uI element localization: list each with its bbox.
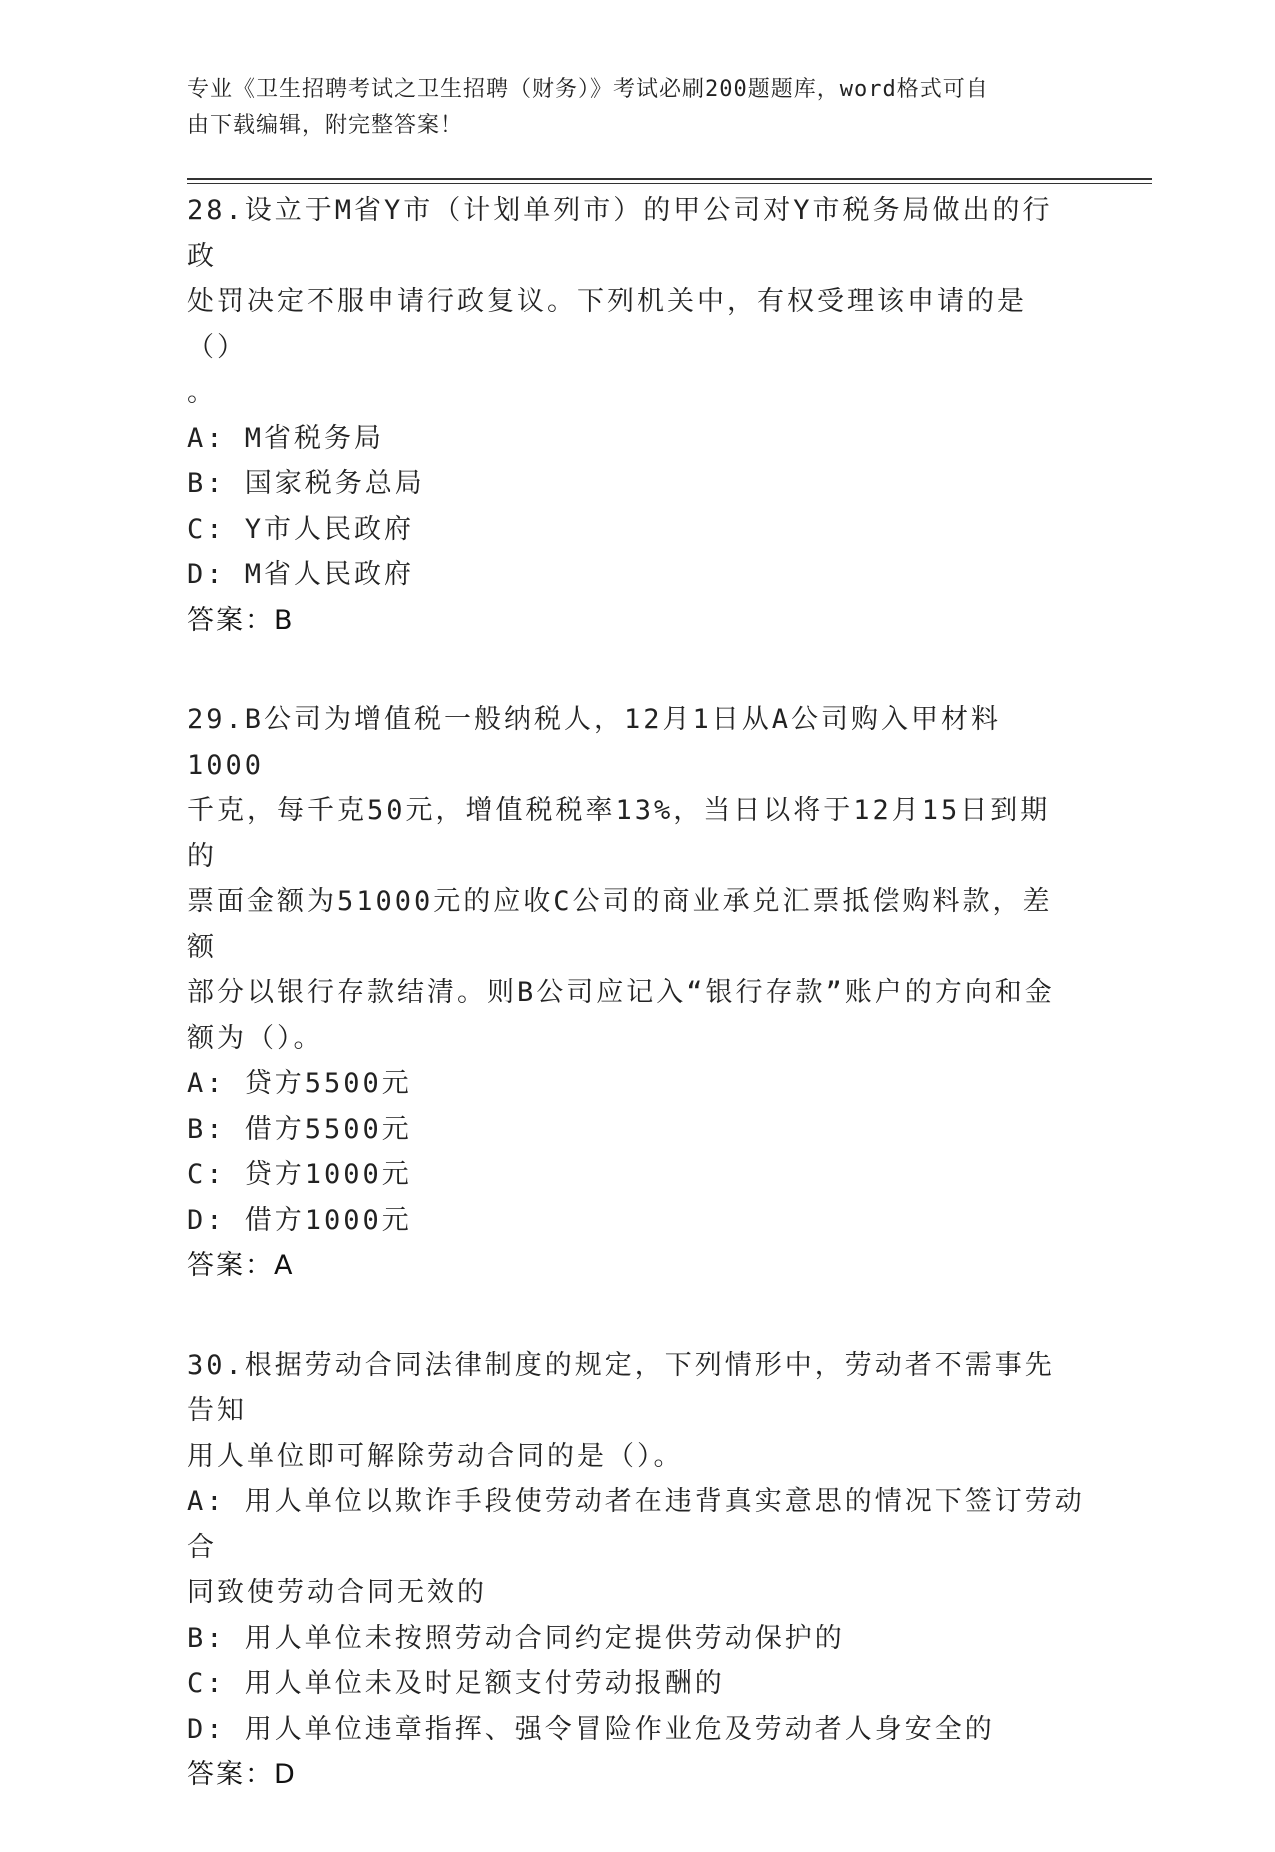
option-d: D: 用人单位违章指挥、强令冒险作业危及劳动者人身安全的 bbox=[187, 1713, 995, 1745]
option-a: A: M省税务局 bbox=[187, 422, 385, 454]
option-c: C: 贷方1000元 bbox=[187, 1159, 412, 1190]
question-stem-line: 29.B公司为增值税一般纳税人，12月1日从A公司购入甲材料1000 bbox=[187, 704, 1002, 781]
question-stem-line: 30.根据劳动合同法律制度的规定，下列情形中，劳动者不需事先告知 bbox=[187, 1349, 1055, 1426]
question-stem-line: 票面金额为51000元的应收C公司的商业承兑汇票抵偿购料款，差额 bbox=[187, 886, 1053, 963]
option-a-continued: 同致使劳动合同无效的 bbox=[187, 1577, 487, 1608]
question-stem-line: 用人单位即可解除劳动合同的是（）。 bbox=[187, 1440, 684, 1472]
question-stem-line: 。 bbox=[187, 377, 217, 408]
option-d: D: M省人民政府 bbox=[187, 559, 415, 590]
option-a: A: 贷方5500元 bbox=[187, 1068, 412, 1099]
question-stem-line: 处罚决定不服申请行政复议。下列机关中，有权受理该申请的是（） bbox=[187, 286, 1027, 363]
option-c: C: 用人单位未及时足额支付劳动报酬的 bbox=[187, 1668, 725, 1699]
answer-label: 答案：B bbox=[187, 604, 295, 636]
header-line-2: 由下载编辑，附完整答案！ bbox=[187, 113, 464, 138]
question-stem-line: 千克，每千克50元，增值税税率13%，当日以将于12月15日到期的 bbox=[187, 795, 1051, 872]
option-b: B: 用人单位未按照劳动合同约定提供劳动保护的 bbox=[187, 1622, 845, 1654]
option-b: B: 国家税务总局 bbox=[187, 468, 425, 499]
question-stem-line: 28.设立于M省Y市（计划单列市）的甲公司对Y市税务局做出的行政 bbox=[187, 195, 1053, 272]
option-b: B: 借方5500元 bbox=[187, 1113, 412, 1145]
answer-label: 答案：D bbox=[187, 1759, 297, 1790]
question-stem-line: 部分以银行存款结清。则B公司应记入“银行存款”账户的方向和金 bbox=[187, 977, 1055, 1008]
answer-label: 答案：A bbox=[187, 1250, 295, 1281]
option-d: D: 借方1000元 bbox=[187, 1204, 412, 1236]
header-line-1: 专业《卫生招聘考试之卫生招聘（财务）》考试必刷200题题库，word格式可自 bbox=[187, 77, 989, 102]
question-stem-line: 额为（）。 bbox=[187, 1022, 324, 1054]
option-a: A: 用人单位以欺诈手段使劳动者在违背真实意思的情况下签订劳动合 bbox=[187, 1486, 1085, 1563]
header-divider-thin bbox=[187, 183, 1152, 184]
question-28 bbox=[187, 188, 1087, 643]
document-header bbox=[187, 72, 1067, 144]
question-29 bbox=[187, 697, 1087, 1289]
question-list bbox=[187, 188, 1087, 1852]
header-divider-thick bbox=[187, 178, 1152, 180]
option-c: C: Y市人民政府 bbox=[187, 513, 415, 545]
question-30 bbox=[187, 1343, 1087, 1798]
